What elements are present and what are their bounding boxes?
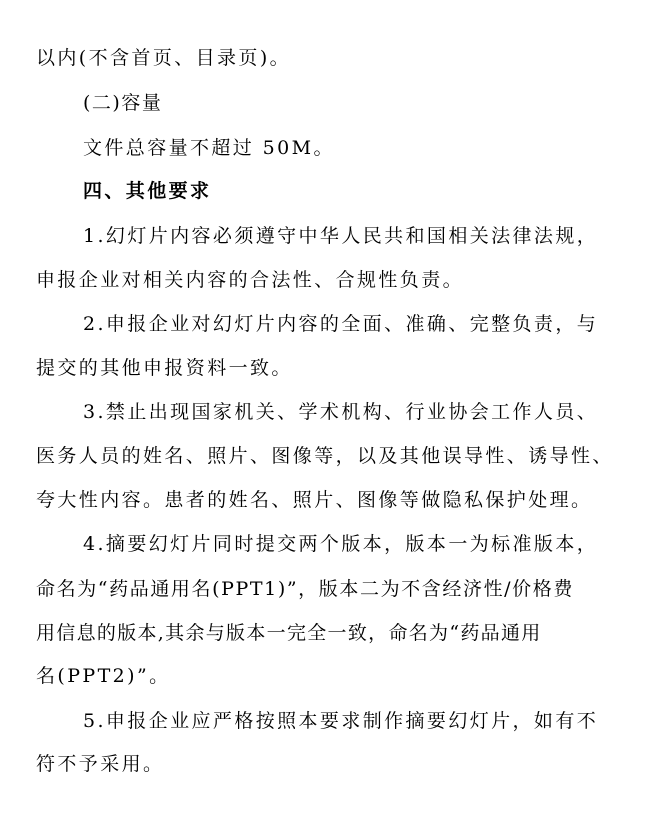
requirement-4-line-3: 用信息的版本,其余与版本一完全一致，命名为“药品通用 <box>36 622 542 644</box>
requirement-3-line-2: 医务人员的姓名、照片、图像等，以及其他误导性、诱导性、 <box>36 445 614 467</box>
requirement-4-line-4: 名(PPT2)”。 <box>36 665 171 687</box>
text-line-page-limit-continuation: 以内(不含首页、目录页)。 <box>36 47 292 69</box>
requirement-3-line-3: 夸大性内容。患者的姓名、照片、图像等做隐私保护处理。 <box>36 489 593 511</box>
requirement-1-line-2: 申报企业对相关内容的合法性、合规性负责。 <box>36 269 465 291</box>
text-line-file-size-limit: 文件总容量不超过 50M。 <box>83 137 335 159</box>
requirement-4-line-2: 命名为“药品通用名(PPT1)”，版本二为不含经济性/价格费 <box>36 578 574 600</box>
requirement-3-line-1: 3.禁止出现国家机关、学术机构、行业协会工作人员、 <box>83 401 599 423</box>
requirement-1-line-1: 1.幻灯片内容必须遵守中华人民共和国相关法律法规， <box>83 225 599 247</box>
requirement-5-line-1: 5.申报企业应严格按照本要求制作摘要幻灯片，如有不 <box>83 710 599 732</box>
section-heading-other-requirements: 四、其他要求 <box>83 180 212 202</box>
requirement-4-line-1: 4.摘要幻灯片同时提交两个版本，版本一为标准版本， <box>83 533 599 555</box>
requirement-2-line-2: 提交的其他申报资料一致。 <box>36 357 293 379</box>
requirement-5-line-2: 符不予采用。 <box>36 753 165 775</box>
section-heading-capacity: (二)容量 <box>83 92 163 114</box>
requirement-2-line-1: 2.申报企业对幻灯片内容的全面、准确、完整负责，与 <box>83 313 599 335</box>
